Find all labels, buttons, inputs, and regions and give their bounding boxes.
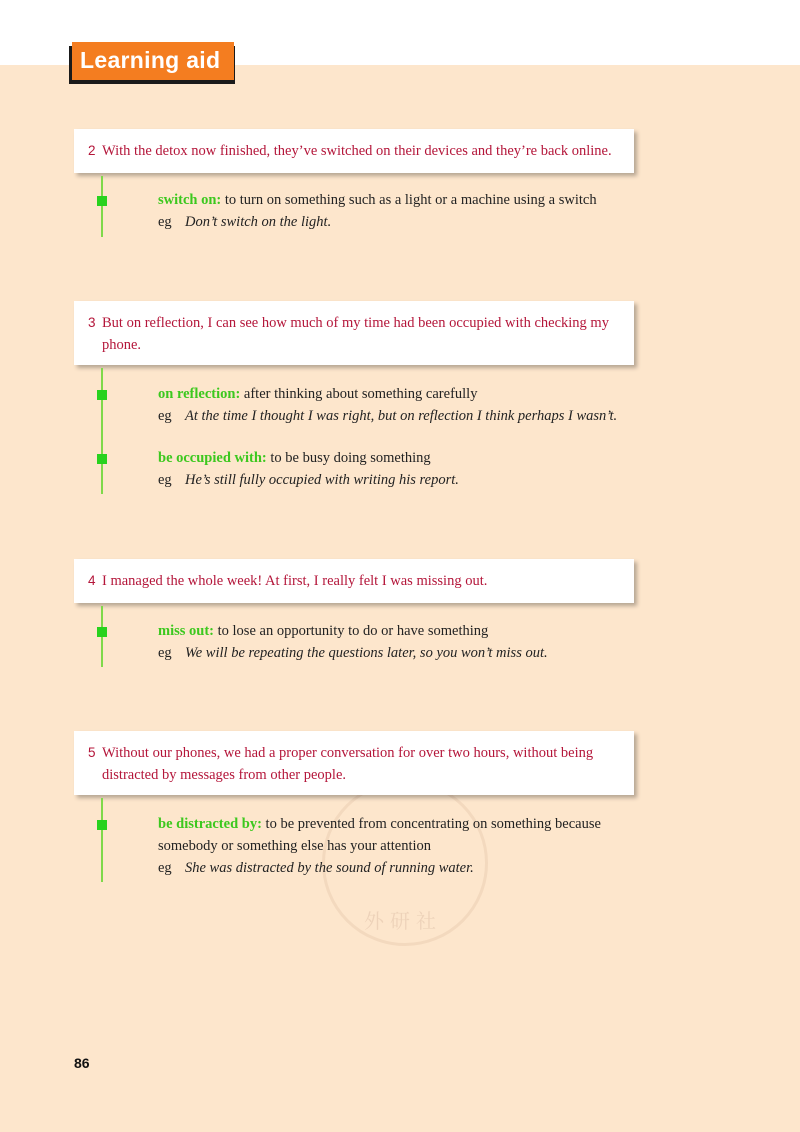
vocab-term: miss out: bbox=[158, 623, 214, 639]
sentence-text: Without our phones, we had a proper conversation for over two hours, without being distracted by messages from other people. bbox=[102, 745, 594, 783]
sentence-box bbox=[74, 301, 634, 365]
sentence-box bbox=[74, 559, 634, 603]
vocab-entry bbox=[158, 189, 638, 233]
vocab-definition: after thinking about something carefully bbox=[240, 386, 478, 402]
vocab-definition: to be busy doing something bbox=[266, 450, 431, 466]
vocab-example: Don’t switch on the light. bbox=[185, 214, 332, 230]
vocab-example: At the time I thought I was right, but on reflection I think perhaps I wasn’t. bbox=[185, 408, 618, 424]
vocab-example: We will be repeating the questions later, so you won’t miss out. bbox=[185, 645, 548, 661]
eg-label: eg bbox=[158, 860, 172, 876]
vocab-definition: to be prevented from concentrating on something because somebody or something else has your attention bbox=[158, 816, 601, 854]
vocab-entry bbox=[158, 620, 638, 664]
sentence-number: 5 bbox=[88, 745, 96, 760]
vocab-entry bbox=[158, 447, 638, 491]
entry-line bbox=[101, 798, 103, 882]
bullet-square-icon bbox=[97, 454, 107, 464]
header-title: Learning aid bbox=[72, 42, 234, 80]
vocab-example: He’s still fully occupied with writing his report. bbox=[185, 472, 459, 488]
watermark-text: 外研社 bbox=[364, 909, 442, 933]
vocab-entry bbox=[158, 383, 638, 427]
sentence-number: 2 bbox=[88, 143, 96, 158]
vocab-term: be occupied with: bbox=[158, 450, 267, 466]
sentence-number: 4 bbox=[88, 573, 96, 588]
eg-label: eg bbox=[158, 214, 172, 230]
sentence-text: With the detox now finished, they’ve switched on their devices and they’re back online. bbox=[102, 143, 612, 159]
vocab-term: switch on: bbox=[158, 192, 222, 208]
page-number: 86 bbox=[74, 1055, 90, 1071]
vocab-example: She was distracted by the sound of running water. bbox=[185, 860, 474, 876]
bullet-square-icon bbox=[97, 196, 107, 206]
entry-line bbox=[101, 368, 103, 494]
eg-label: eg bbox=[158, 472, 172, 488]
bullet-square-icon bbox=[97, 390, 107, 400]
sentence-number: 3 bbox=[88, 315, 96, 330]
bullet-square-icon bbox=[97, 820, 107, 830]
vocab-term: be distracted by: bbox=[158, 816, 262, 832]
bullet-square-icon bbox=[97, 627, 107, 637]
vocab-definition: to lose an opportunity to do or have something bbox=[214, 623, 489, 639]
eg-label: eg bbox=[158, 645, 172, 661]
eg-label: eg bbox=[158, 408, 172, 424]
vocab-term: on reflection: bbox=[158, 386, 241, 402]
sentence-box bbox=[74, 731, 634, 795]
header-tag bbox=[69, 46, 235, 84]
sentence-box bbox=[74, 129, 634, 173]
vocab-definition: to turn on something such as a light or a machine using a switch bbox=[221, 192, 597, 208]
entry-line bbox=[101, 176, 103, 237]
sentence-text: I managed the whole week! At first, I really felt I was missing out. bbox=[102, 573, 488, 589]
sentence-text: But on reflection, I can see how much of my time had been occupied with checking my phone. bbox=[102, 315, 609, 353]
vocab-entry bbox=[158, 813, 618, 879]
